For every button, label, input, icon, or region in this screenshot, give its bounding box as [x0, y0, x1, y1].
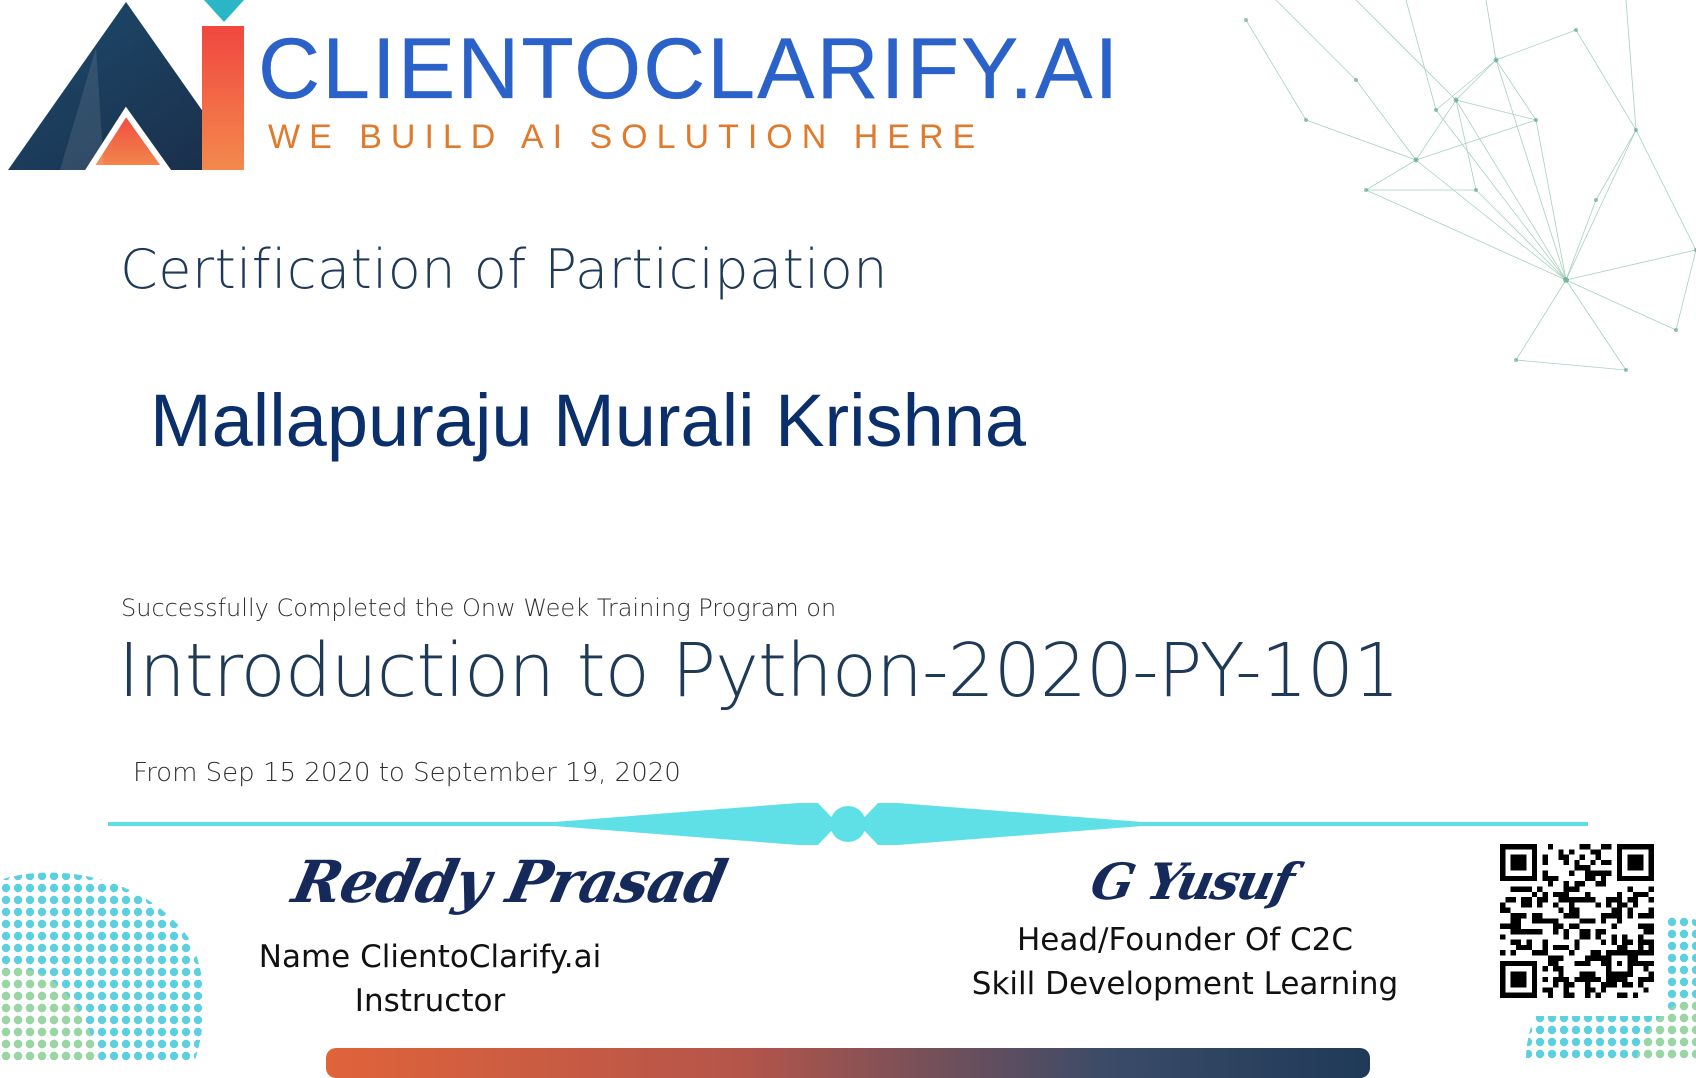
- founder-role-line: Head/Founder Of C2C: [1016, 922, 1354, 958]
- course-dates: From Sep 15 2020 to September 19, 2020: [133, 758, 681, 788]
- recipient-name: Mallapuraju Murali Krishna: [150, 379, 1027, 462]
- qr-code-icon: [1500, 844, 1654, 998]
- dotted-corner-decoration: [0, 870, 210, 1060]
- instructor-signature: Reddy Prasad: [286, 848, 732, 916]
- qr-code-container: [1486, 838, 1664, 1016]
- founder-org-line: Skill Development Learning: [971, 966, 1399, 1002]
- certificate-title: Certification of Participation: [120, 238, 889, 301]
- network-mesh-decoration-icon: [1156, 0, 1696, 400]
- brand-name: CLIENTOCLARIFY.AI: [258, 21, 1121, 117]
- instructor-name-line: Name ClientoClarify.ai: [258, 939, 602, 975]
- decorative-divider: [108, 800, 1588, 850]
- instructor-role-line: Instructor: [354, 983, 506, 1019]
- founder-block: [940, 918, 1430, 1006]
- instructor-block: [230, 935, 630, 1023]
- bottom-gradient-bar: [326, 1048, 1370, 1078]
- brand-tagline: WE BUILD AI SOLUTION HERE: [268, 118, 985, 156]
- completion-text: Successfully Completed the Onw Week Training Program on: [121, 594, 837, 622]
- course-title: Introduction to Python-2020-PY-101: [118, 628, 1400, 714]
- founder-signature: G Yusuf: [1085, 852, 1299, 911]
